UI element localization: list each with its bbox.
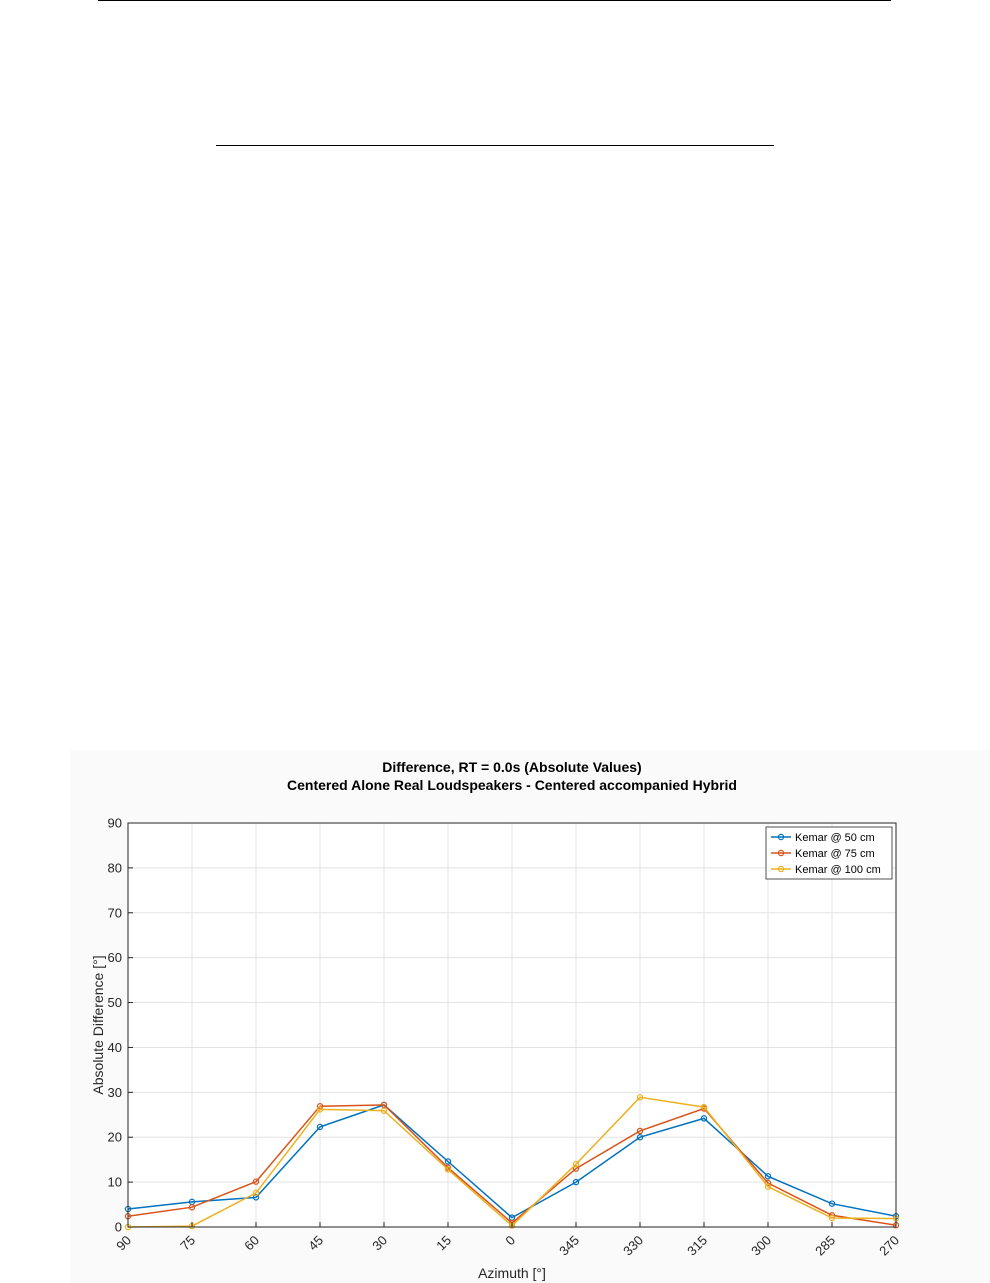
x-tick-label: 0	[502, 1232, 519, 1249]
y-tick-label: 10	[107, 1174, 122, 1190]
x-tick-label: 15	[433, 1232, 455, 1254]
x-tick-label: 90	[113, 1232, 135, 1254]
chart-figure	[70, 750, 990, 1283]
legend	[766, 827, 892, 879]
x-tick-label: 345	[556, 1232, 583, 1259]
y-tick-label: 60	[107, 950, 122, 966]
y-tick-label: 70	[107, 905, 122, 921]
x-tick-label: 75	[177, 1232, 199, 1254]
chart-subtitle: Centered Alone Real Loudspeakers - Centered accompanied Hybrid	[287, 777, 737, 793]
x-tick-label: 285	[812, 1232, 839, 1259]
legend-label: Kemar @ 50 cm	[795, 832, 875, 844]
y-tick-label: 30	[107, 1084, 122, 1100]
y-tick-label: 20	[107, 1129, 122, 1145]
top-rule	[98, 0, 891, 1]
y-axis-label: Absolute Difference [°]	[90, 955, 106, 1095]
chart-title: Difference, RT = 0.0s (Absolute Values)	[382, 759, 642, 775]
y-tick-label: 50	[107, 995, 122, 1011]
y-tick-label: 80	[107, 860, 122, 876]
y-tick-label: 0	[114, 1219, 122, 1235]
legend-label: Kemar @ 100 cm	[795, 864, 881, 876]
x-axis-label: Azimuth [°]	[478, 1265, 546, 1281]
x-tick-label: 45	[305, 1232, 327, 1254]
x-tick-label: 60	[241, 1232, 263, 1254]
y-tick-label: 90	[107, 815, 122, 831]
x-tick-label: 270	[876, 1232, 903, 1259]
x-tick-label: 330	[620, 1232, 647, 1259]
legend-label: Kemar @ 75 cm	[795, 848, 875, 860]
header-rule	[216, 145, 774, 146]
x-tick-label: 300	[748, 1232, 775, 1259]
x-tick-label: 315	[684, 1232, 711, 1259]
x-tick-label: 30	[369, 1232, 391, 1254]
y-tick-label: 40	[107, 1039, 122, 1055]
line-chart	[70, 750, 990, 1283]
